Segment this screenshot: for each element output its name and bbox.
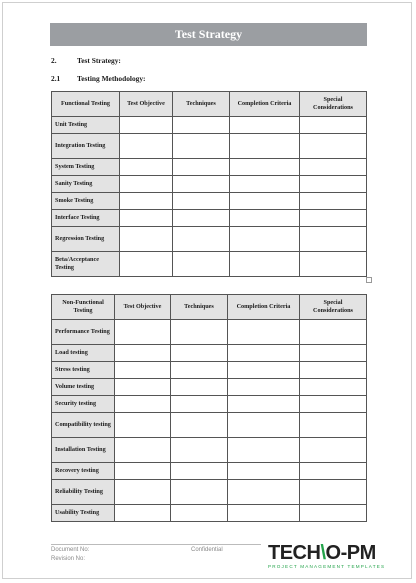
table-cell (120, 210, 173, 227)
row-label: Recovery testing (52, 463, 115, 480)
row-label: Compatibility testing (52, 413, 115, 438)
table-row (52, 362, 367, 379)
functional-testing-table (51, 91, 367, 277)
table-cell (171, 362, 228, 379)
table-cell (300, 227, 367, 252)
row-label: Reliability Testing (52, 480, 115, 505)
table-row (52, 227, 367, 252)
table-cell (120, 252, 173, 277)
table-cell (300, 413, 367, 438)
table-cell (228, 379, 300, 396)
subsection-heading (51, 74, 146, 83)
table-row (52, 379, 367, 396)
table-cell (230, 176, 300, 193)
table-cell (173, 252, 230, 277)
table-resize-handle[interactable] (366, 277, 372, 283)
row-label: Sanity Testing (52, 176, 120, 193)
table-cell (120, 159, 173, 176)
table-cell (115, 362, 171, 379)
table-cell (171, 463, 228, 480)
row-label: Smoke Testing (52, 193, 120, 210)
logo-tagline: PROJECT MANAGEMENT TEMPLATES (268, 564, 386, 569)
column-header: Special Considerations (300, 92, 367, 117)
table-cell (300, 193, 367, 210)
table-cell (300, 379, 367, 396)
table-cell (300, 345, 367, 362)
confidential-label: Confidential (191, 547, 223, 553)
table-row (52, 193, 367, 210)
table-row (52, 505, 367, 522)
column-header: Test Objective (120, 92, 173, 117)
row-label: Stress testing (52, 362, 115, 379)
table-row (52, 438, 367, 463)
row-label: Unit Testing (52, 117, 120, 134)
table-cell (228, 438, 300, 463)
table-cell (300, 134, 367, 159)
table-cell (115, 345, 171, 362)
column-header: Non-Functional Testing (52, 295, 115, 320)
table-cell (171, 345, 228, 362)
table-cell (228, 413, 300, 438)
table-cell (173, 227, 230, 252)
subsection-title: Testing Methodology: (77, 74, 146, 83)
table-cell (230, 134, 300, 159)
techno-pm-logo (268, 542, 386, 575)
table-cell (300, 438, 367, 463)
table-row (52, 176, 367, 193)
table-cell (171, 480, 228, 505)
section-title: Test Strategy: (77, 56, 121, 65)
column-header: Test Objective (115, 295, 171, 320)
table-cell (115, 320, 171, 345)
table-cell (300, 159, 367, 176)
table-cell (228, 345, 300, 362)
table-cell (230, 227, 300, 252)
table-cell (173, 134, 230, 159)
table-cell (228, 463, 300, 480)
row-label: Regression Testing (52, 227, 120, 252)
table-cell (171, 396, 228, 413)
table-cell (300, 176, 367, 193)
column-header: Completion Criteria (228, 295, 300, 320)
footer-divider (51, 544, 261, 545)
table-cell (300, 117, 367, 134)
table-cell (228, 396, 300, 413)
row-label: Integration Testing (52, 134, 120, 159)
table-cell (115, 438, 171, 463)
table-cell (300, 480, 367, 505)
table-cell (230, 210, 300, 227)
subsection-number: 2.1 (51, 74, 61, 83)
row-label: Interface Testing (52, 210, 120, 227)
table-cell (300, 396, 367, 413)
table-cell (171, 320, 228, 345)
document-title: Test Strategy (50, 23, 367, 46)
table-cell (115, 505, 171, 522)
table-cell (228, 320, 300, 345)
table-cell (173, 117, 230, 134)
row-label: Installation Testing (52, 438, 115, 463)
column-header: Techniques (173, 92, 230, 117)
table-cell (120, 117, 173, 134)
table-row (52, 134, 367, 159)
column-header: Functional Testing (52, 92, 120, 117)
table-cell (171, 505, 228, 522)
document-number-label: Document No: (51, 547, 90, 553)
table-cell (115, 463, 171, 480)
table-cell (120, 134, 173, 159)
table-cell (230, 193, 300, 210)
table-cell (173, 176, 230, 193)
column-header: Techniques (171, 295, 228, 320)
row-label: Beta/Acceptance Testing (52, 252, 120, 277)
table-cell (173, 210, 230, 227)
row-label: Performance Testing (52, 320, 115, 345)
table-cell (173, 159, 230, 176)
column-header: Completion Criteria (230, 92, 300, 117)
table-cell (230, 252, 300, 277)
table-row (52, 159, 367, 176)
section-number: 2. (51, 56, 57, 65)
table-cell (120, 193, 173, 210)
column-header: Special Considerations (300, 295, 367, 320)
revision-number-label: Revision No: (51, 556, 86, 562)
row-label: System Testing (52, 159, 120, 176)
table-cell (300, 505, 367, 522)
table-header-row (52, 295, 367, 320)
table-cell (300, 252, 367, 277)
table-cell (120, 227, 173, 252)
table-cell (300, 463, 367, 480)
table-cell (120, 176, 173, 193)
table-cell (228, 362, 300, 379)
table-row (52, 396, 367, 413)
table-cell (115, 379, 171, 396)
table-row (52, 210, 367, 227)
table-cell (230, 159, 300, 176)
table-cell (115, 480, 171, 505)
row-label: Security testing (52, 396, 115, 413)
table-cell (115, 413, 171, 438)
table-cell (300, 210, 367, 227)
logo-wordmark: TECH\O-PM (268, 542, 376, 564)
table-row (52, 480, 367, 505)
row-label: Usability Testing (52, 505, 115, 522)
table-header-row (52, 92, 367, 117)
table-cell (171, 379, 228, 396)
table-row (52, 345, 367, 362)
table-cell (300, 362, 367, 379)
table-row (52, 252, 367, 277)
table-cell (228, 480, 300, 505)
table-row (52, 463, 367, 480)
row-label: Volume testing (52, 379, 115, 396)
table-cell (171, 438, 228, 463)
table-cell (228, 505, 300, 522)
table-row (52, 320, 367, 345)
table-row (52, 117, 367, 134)
table-cell (230, 117, 300, 134)
nonfunctional-testing-table (51, 294, 367, 522)
table-cell (171, 413, 228, 438)
table-cell (173, 193, 230, 210)
row-label: Load testing (52, 345, 115, 362)
section-heading (51, 56, 121, 65)
table-row (52, 413, 367, 438)
table-cell (115, 396, 171, 413)
table-cell (300, 320, 367, 345)
